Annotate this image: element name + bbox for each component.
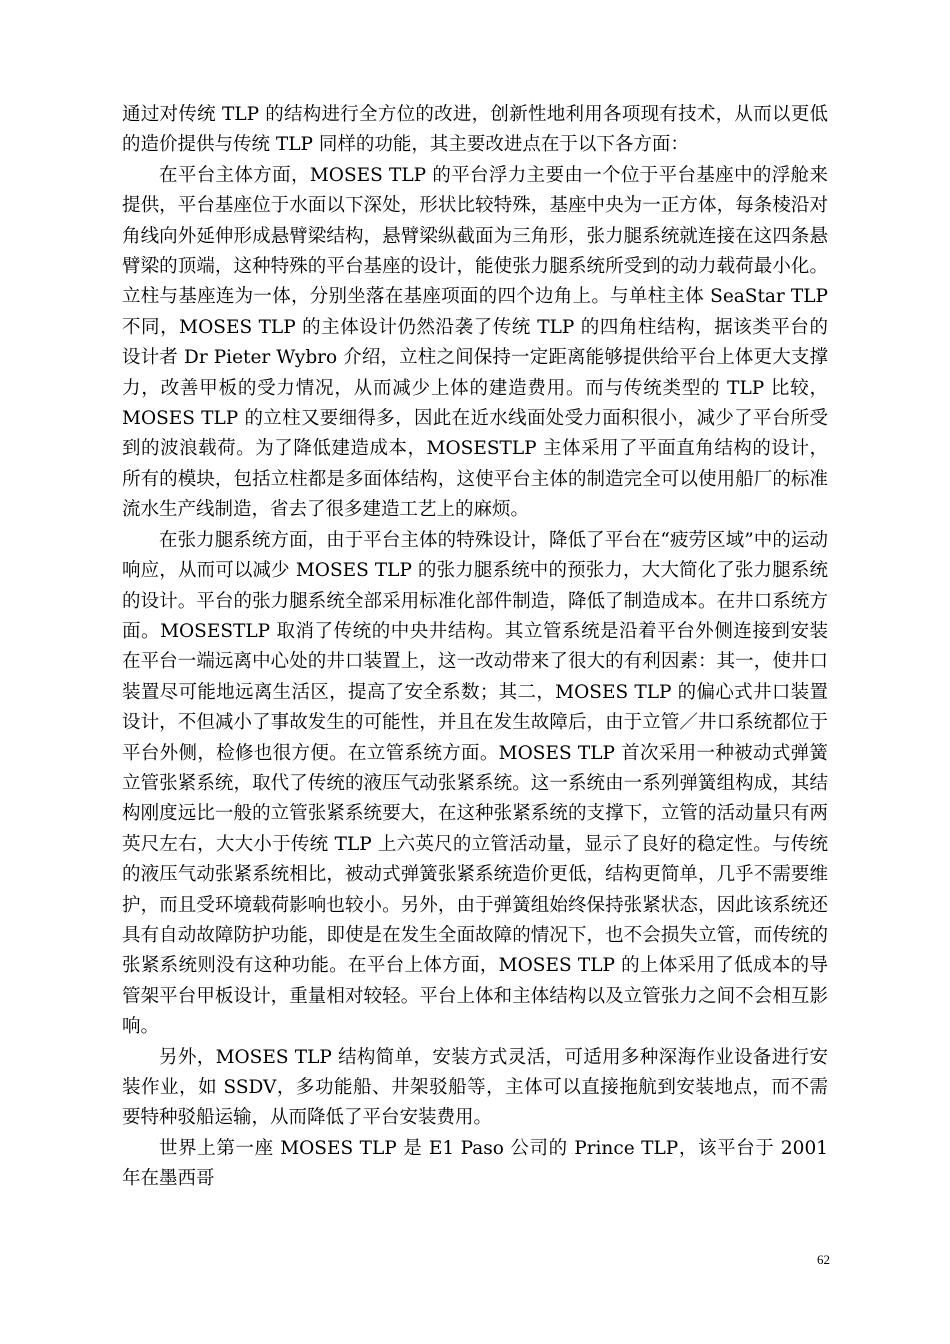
paragraph-platform-hull: 在平台主体方面，MOSES TLP 的平台浮力主要由一个位于平台基座中的浮舱来提供，平台基座位于水面以下深处，形状比较特殊，基座中央为一正方体，每条棱沿对角线向外延伸形成悬臂梁结构，悬臂梁纵截面为三角形，张力腿系统就连接在这四条悬臂梁的顶端，这种特殊的平台基座的设计，能使张力腿系统所受到的动力载荷最小化。立柱与基座连为一体，分别坐落在基座项面的四个边角上。与单柱主体 SeaStar TLP 不同，MOSES TLP 的主体设计仍然沿袭了传统 TLP 的四角柱结构，据该类平台的设计者 Dr Pieter Wybro 介绍，立柱之间保持一定距离能够提供给平台上体更大支撑力，改善甲板的受力情况，从而减少上体的建造费用。而与传统类型的 TLP 比较，MOSES TLP 的立柱又要细得多，因此在近水线面处受力面积很小，减少了平台所受到的波浪载荷。为了降低建造成本，MOSESTLP 主体采用了平面直角结构的设计，所有的模块，包括立柱都是多面体结构，这使平台主体的制造完全可以使用船厂的标准流水生产线制造，省去了很多建造工艺上的麻烦。 bbox=[122, 164, 828, 521]
paragraph-intro: 通过对传统 TLP 的结构进行全方位的改进，创新性地利用各项现有技术，从而以更低的造价提供与传统 TLP 同样的功能，其主要改进点在于以下各方面： bbox=[122, 104, 828, 156]
paragraph-tendon-system: 在张力腿系统方面，由于平台主体的特殊设计，降低了平台在“疲劳区域”中的运动响应，从而可以减少 MOSES TLP 的张力腿系统中的预张力，大大简化了张力腿系统的设计。平台的张力腿系统全部采用标准化部件制造，降低了制造成本。在井口系统方面。MOSESTLP 取消了传统的中央井结构。其立管系统是沿着平台外侧连接到安装在平台一端远离中心处的井口装置上，这一改动带来了很大的有利因素：其一，使井口装置尽可能地远离生活区，提高了安全系数；其二，MOSES TLP 的偏心式井口装置设计，不但减小了事故发生的可能性，并且在发生故障后，由于立管／井口系统都位于平台外侧，检修也很方便。在立管系统方面。MOSES TLP 首次采用一种被动式弹簧立管张紧系统，取代了传统的液压气动张紧系统。这一系统由一系列弹簧组构成，其结构刚度远比一般的立管张紧系统要大，在这种张紧系统的支撑下，立管的活动量只有两英尺左右，大大小于传统 TLP 上六英尺的立管活动量，显示了良好的稳定性。与传统的液压气动张紧系统相比，被动式弹簧张紧系统造价更低，结构更简单，几乎不需要维护，而且受环境载荷影响也较小。另外，由于弹簧组始终保持张紧状态，因此该系统还具有自动故障防护功能，即使是在发生全面故障的情况下，也不会损失立管，而传统的张紧系统则没有这种功能。在平台上体方面，MOSES TLP 的上体采用了低成本的导管架平台甲板设计，重量相对较轻。平台上体和主体结构以及立管张力之间不会相互影响。 bbox=[122, 529, 828, 1038]
document-body bbox=[122, 100, 828, 1195]
page-number: 62 bbox=[817, 1252, 830, 1267]
paragraph-installation: 另外，MOSES TLP 结构简单，安装方式灵活，可适用多种深海作业设备进行安装作业，如 SSDV，多功能船、井架驳船等，主体可以直接拖航到安装地点，而不需要特种驳船运输，从而降低了平台安装费用。 bbox=[122, 1046, 828, 1129]
paragraph-first-moses-tlp: 世界上第一座 MOSES TLP 是 E1 Paso 公司的 Prince TLP，该平台于 2001 年在墨西哥 bbox=[122, 1137, 828, 1190]
